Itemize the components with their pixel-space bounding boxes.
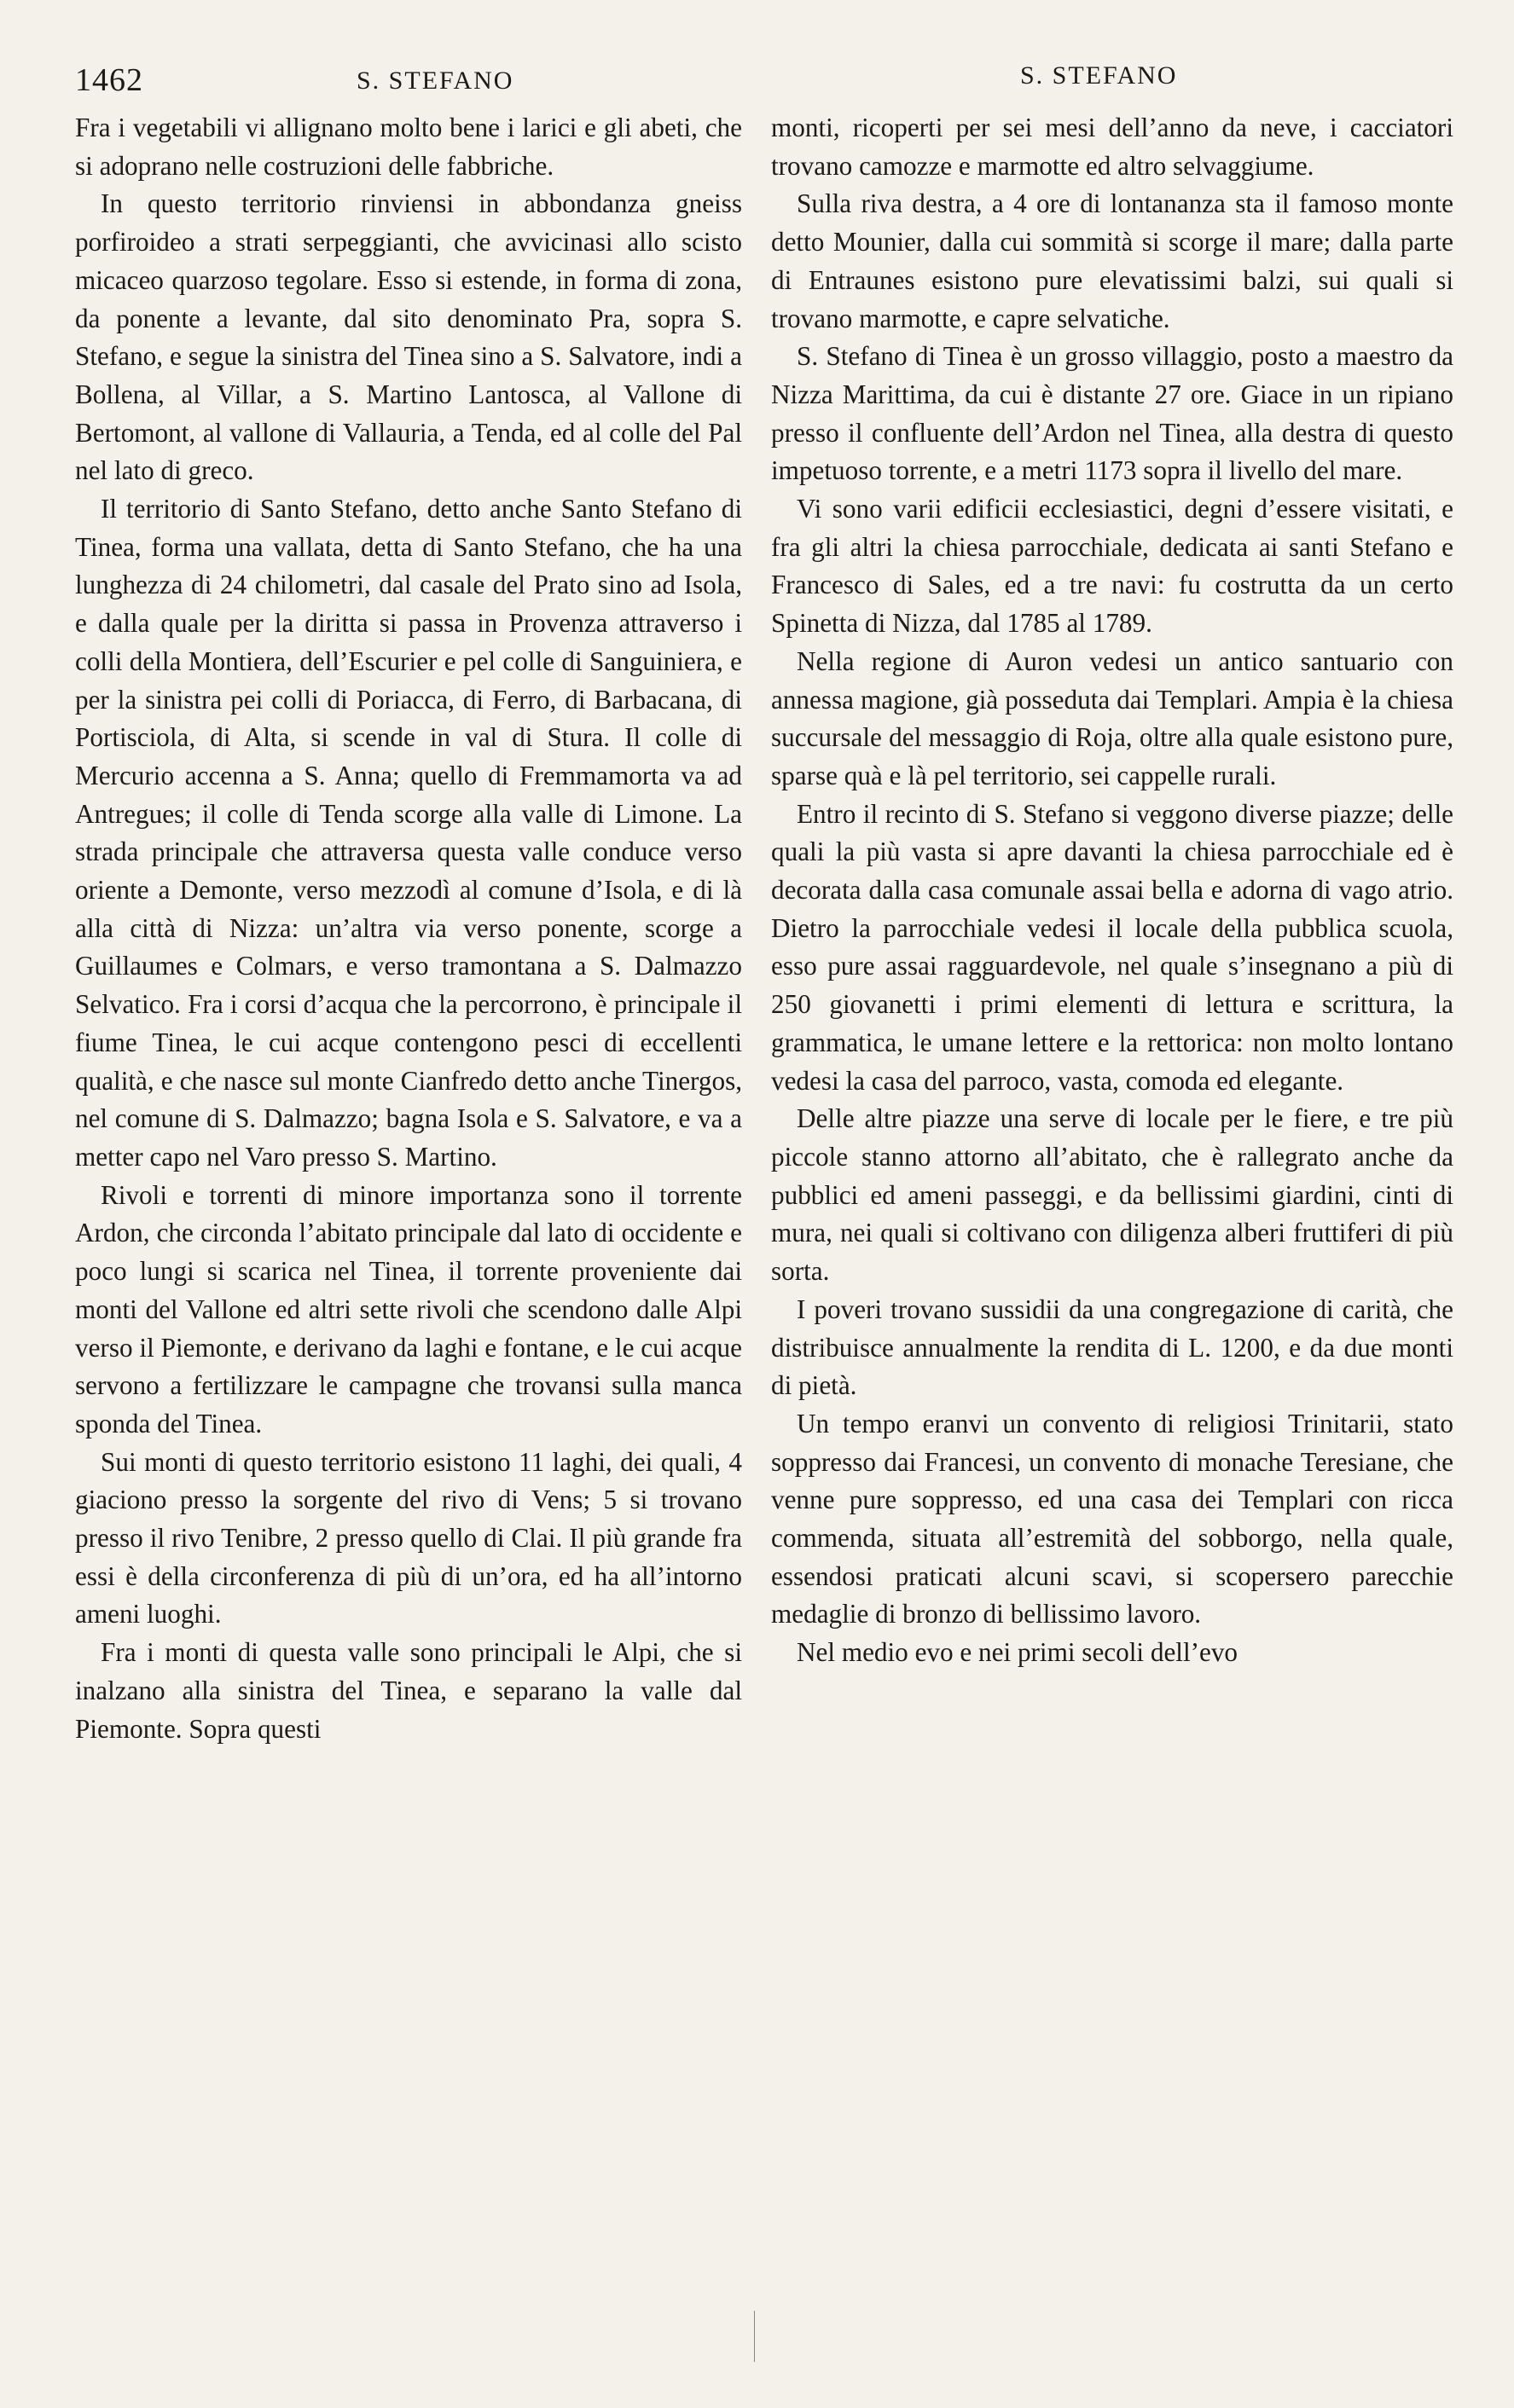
paragraph: Il territorio di Santo Stefano, detto anche Santo Stefano di Tinea, forma una vallata, detta di Santo Stefano, che ha una lunghezza di 24 chilometri, dal casale del Prato sino ad Isola, e dalla quale per la diritta si passa in Provenza attraverso i colli della Montiera, dell’Escurier e pel colle di Sanguiniera, e per la sinistra pei colli di Poriacca, di Ferro, di Barbacana, di Portisciola, di Alta, si scende in val di Stura. Il colle di Mercurio accenna a S. Anna; quello di Fremmamorta va ad Antregues; il colle di Tenda scorge alla valle di Limone. La strada principale che attraversa questa valle conduce verso oriente a Demonte, verso mezzodì al comune d’Isola, e di là alla città di Nizza: un’altra via verso ponente, scorge a Guillaumes e Colmars, e verso tramontana a S. Dalmazzo Selvatico. Fra i corsi d’acqua che la percorrono, è principale il fiume Tinea, le cui acque contengono pesci di eccellenti qualità, e che nasce sul monte Cianfredo detto anche Tinergos, nel comune di S. Dalmazzo; bagna Isola e S. Salvatore, e va a metter capo nel Varo presso S. Martino. (75, 494, 742, 1172)
paragraph: Un tempo eranvi un convento di religiosi Trinitarii, stato soppresso dai Francesi, un convento di monache Teresiane, che venne pure soppresso, ed una casa dei Templari con ricca commenda, situata all’estremità del sobborgo, nella quale, essendosi praticati alcuni scavi, si scopersero parecchie medaglie di bronzo di bellissimo lavoro. (771, 1408, 1453, 1629)
paragraph: Rivoli e torrenti di minore importanza sono il torrente Ardon, che circonda l’abitato principale dal lato di occidente e poco lungi si scarica nel Tinea, il torrente proveniente dai monti del Vallone ed altri sette rivoli che scendono dalle Alpi verso il Piemonte, e derivano da laghi e fontane, e le cui acque servono a fertilizzare le campagne che trovansi sulla manca sponda del Tinea. (75, 1179, 742, 1438)
paragraph: Fra i vegetabili vi allignano molto bene i larici e gli abeti, che si adoprano nelle costruzioni delle fabbriche. (75, 113, 742, 181)
page-number: 1462 (75, 62, 143, 98)
paragraph: monti, ricoperti per sei mesi dell’anno da neve, i cacciatori trovano camozze e marmotte ed altro selvaggiume. (771, 113, 1453, 181)
paragraph: Entro il recinto di S. Stefano si veggono diverse piazze; delle quali la più vasta si apre davanti la chiesa parrocchiale ed è decorata dalla casa comunale assai bella e adorna di vago atrio. Dietro la parrocchiale vedesi il locale della pubblica scuola, esso pure assai ragguardevole, nel quale s’insegnano a più di 250 giovanetti i primi elementi di lettura e scrittura, la grammatica, le umane lettere e la rettorica: non molto lontano vedesi la casa del parroco, vasta, comoda ed elegante. (771, 798, 1453, 1096)
paragraph: Sui monti di questo territorio esistono 11 laghi, dei quali, 4 giaciono presso la sorgente del rivo di Vens; 5 si trovano presso il rivo Tenibre, 2 presso quello di Clai. Il più grande fra essi è della circonferenza di più di un’ora, ed ha all’intorno ameni luoghi. (75, 1446, 742, 1629)
running-header (75, 61, 1455, 106)
paragraph: In questo territorio rinviensi in abbondanza gneiss porfiroideo a strati serpeggianti, che avvicinasi allo scisto micaceo quarzoso tegolare. Esso si estende, in forma di zona, da ponente a levante, dal sito denominato Pra, sopra S. Stefano, e segue la sinistra del Tinea sino a S. Salvatore, indi a Bollena, al Villar, a S. Martino Lantosca, al Vallone di Bertomont, al vallone di Vallauria, a Tenda, ed al colle del Pal nel lato di greco. (75, 188, 742, 486)
paragraph: S. Stefano di Tinea è un grosso villaggio, posto a maestro da Nizza Marittima, da cui è distante 27 ore. Giace in un ripiano presso il confluente dell’Ardon nel Tinea, alla destra di questo impetuoso torrente, e a metri 1173 sopra il livello del mare. (771, 341, 1453, 486)
paragraph: Sulla riva destra, a 4 ore di lontananza sta il famoso monte detto Mounier, dalla cui sommità si scorge il mare; dalla parte di Entraunes esistono pure elevatissimi balzi, sui quali si trovano marmotte, e capre selvatiche. (771, 188, 1453, 333)
paragraph: I poveri trovano sussidii da una congregazione di carità, che distribuisce annualmente la rendita di L. 1200, e da due monti di pietà. (771, 1294, 1453, 1401)
paragraph: Delle altre piazze una serve di locale per le fiere, e tre più piccole stanno attorno all’abitato, che è rallegrato anche da pubblici ed ameni passeggi, e da bellissimi giardini, cinti di mura, nei quali si coltivano con diligenza alberi fruttiferi di più sorta. (771, 1103, 1453, 1287)
right-running-title: S. STEFANO (1020, 61, 1178, 90)
paragraph: Vi sono varii edificii ecclesiastici, degni d’essere visitati, e fra gli altri la chiesa parrocchiale, dedicata ai santi Stefano e Francesco di Sales, ed a tre navi: fu costrutta da un certo Spinetta di Nizza, dal 1785 al 1789. (771, 494, 1453, 639)
left-running-title: S. STEFANO (357, 67, 514, 95)
paragraph: Nella regione di Auron vedesi un antico santuario con annessa magione, già posseduta dai Templari. Ampia è la chiesa succursale del messaggio di Roja, oltre alla quale esistono pure, sparse quà e là pel territorio, sei cappelle rurali. (771, 645, 1453, 790)
paragraph: Fra i monti di questa valle sono principali le Alpi, che si inalzano alla sinistra del Tinea, e separano la valle dal Piemonte. Sopra questi (75, 1637, 742, 1744)
left-column (75, 109, 742, 1748)
column-divider (754, 2311, 755, 2362)
paragraph: Nel medio evo e nei primi secoli dell’evo (797, 1637, 1238, 1668)
right-column (771, 109, 1453, 1672)
